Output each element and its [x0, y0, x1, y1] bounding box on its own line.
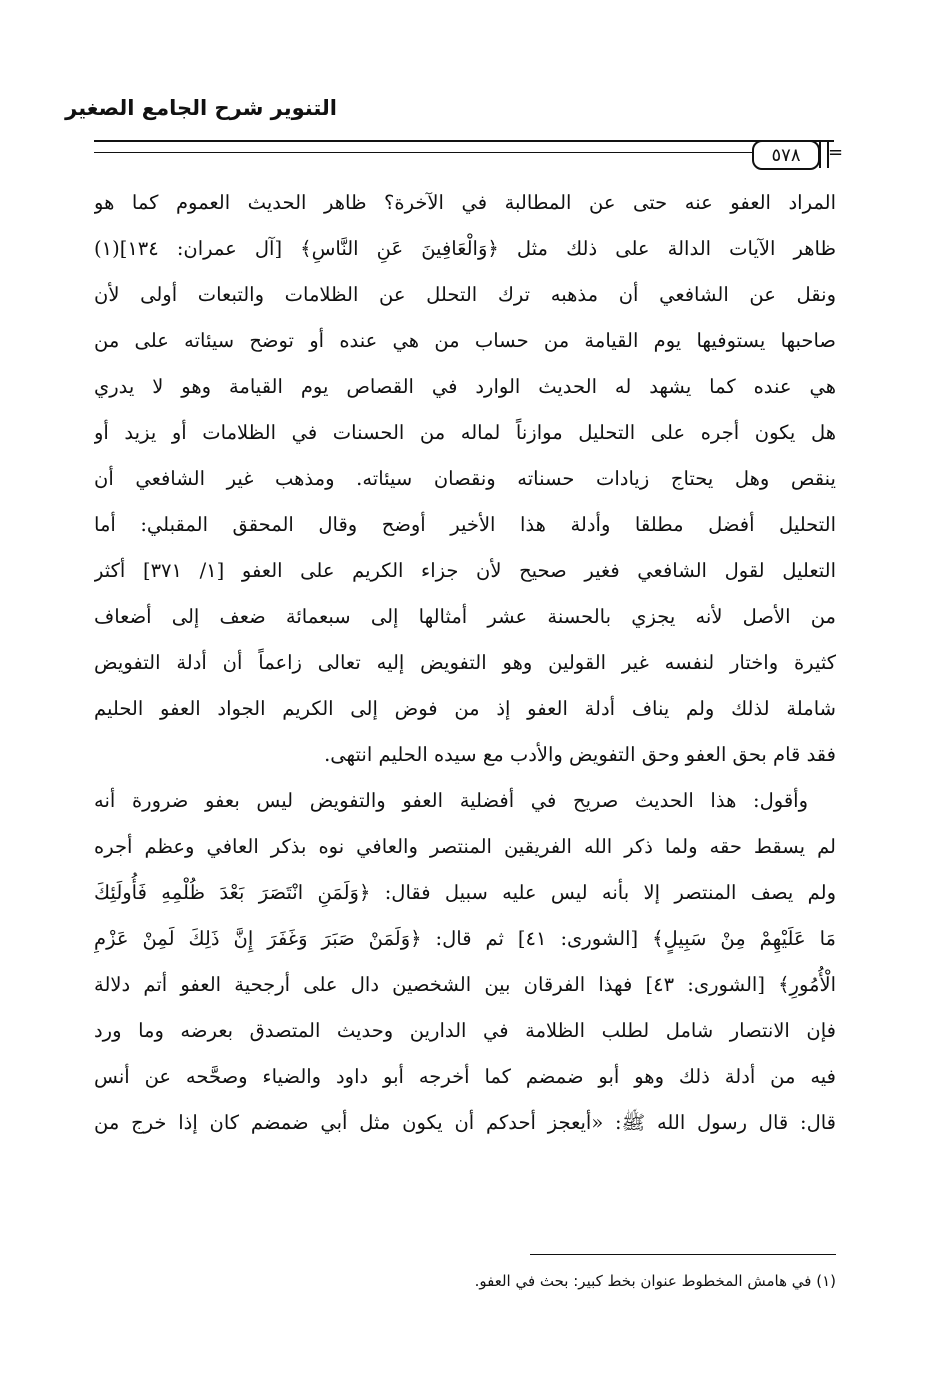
- text-line: ظاهر الآيات الدالة على ذلك مثل ﴿وَالْعَافِينَ عَنِ النَّاسِ﴾ [آل عمران: ١٣٤](١): [94, 237, 836, 260]
- text-line: فيه من أدلة ذلك وهو أبو ضمضم كما أخرجه أبو داود والضياء وصحَّحه عن أنس: [94, 1065, 836, 1088]
- text-line: فقد قام بحق العفو وحق التفويض والأدب مع سيده الحليم انتهى.: [324, 743, 836, 766]
- main-text: [94, 180, 836, 1146]
- text-line: المراد العفو عنه حتى عن المطالبة في الآخرة؟ ظاهر الحديث العموم كما هو: [94, 191, 836, 214]
- text-line: وأقول: هذا الحديث صريح في أفضلية العفو والتفويض ليس بعفو ضرورة أنه: [94, 789, 808, 812]
- text-line: صاحبها يستوفيها يوم القيامة من حساب من هي عنده أو توضح سيئاته على من: [94, 329, 836, 352]
- text-line: هل يكون أجره على التحليل موازناً لماله من الحسنات في الظلامات أو يزيد أو: [94, 421, 836, 444]
- text-line: من الأصل لأنه يجزي بالحسنة عشر أمثالها إلى سبعمائة ضعف إلى أضعاف: [94, 605, 836, 628]
- text-line: ولم يصف المنتصر إلا بأنه ليس عليه سبيل فقال: ﴿وَلَمَنِ انْتَصَرَ بَعْدَ ظُلْمِهِ فَأُولَئِكَ: [94, 881, 836, 904]
- page-number-dash: =: [828, 142, 844, 163]
- text-line: التعليل لقول الشافعي فغير صحيح لأن جزاء الكريم على العفو [١/ ٣٧١] أكثر: [94, 559, 836, 582]
- text-line: ينقص وهل يحتاج زيادات حسناته ونقصان سيئاته. ومذهب غير الشافعي أن: [94, 467, 836, 490]
- text-line: كثيرة واختار لنفسه غير القولين وهو التفويض إليه تعالى زاعماً أن أدلة التفويض: [94, 651, 836, 674]
- text-line: الْأُمُورِ﴾ [الشورى: ٤٣] فهذا الفرقان بين الشخصين دال على أرجحية العفو أتم دلالة: [94, 973, 836, 996]
- text-line: شاملة لذلك ولم يناف أدلة العفو إذ من فوض إلى الكريم الجواد العفو الحليم: [94, 697, 836, 720]
- running-header-title: التنوير شرح الجامع الصغير: [65, 96, 337, 120]
- text-line: قال: قال رسول الله ﷺ: «أيعجز أحدكم أن يكون مثل أبي ضمضم كان إذا خرج من: [94, 1111, 836, 1134]
- text-line: ونقل عن الشافعي أن مذهبه ترك التحلل عن الظلامات والتبعات أولى لأن: [94, 283, 836, 306]
- page-number: ٥٧٨: [752, 140, 820, 170]
- header-rule-thick: [94, 140, 834, 142]
- text-line: لم يسقط حقه ولما ذكر الله الفريقين المنتصر والعافي نوه بذكر العافي وعظم أجره: [94, 835, 836, 858]
- text-line: مَا عَلَيْهِمْ مِنْ سَبِيلٍ﴾ [الشورى: ٤١] ثم قال: ﴿وَلَمَنْ صَبَرَ وَغَفَرَ إِنَّ ذَلِكَ لَمِنْ عَزْمِ: [94, 927, 836, 950]
- text-line: فإن الانتصار شامل لطلب الظلامة في الدارين وحديث المتصدق بعرضه وما ورد: [94, 1019, 836, 1042]
- footnote-separator: [530, 1254, 836, 1255]
- footnote: (١) في هامش المخطوط عنوان بخط كبير: بحث في العفو.: [474, 1272, 836, 1290]
- header-rule-thin: [94, 152, 754, 153]
- text-line: التحليل أفضل مطلقا وأدلة هذا الأخير أوضح وقال المحقق المقبلي: أما: [94, 513, 836, 536]
- text-line: هي عنده كما يشهد له الحديث الوارد في القصاص يوم القيامة وهو لا يدري: [94, 375, 836, 398]
